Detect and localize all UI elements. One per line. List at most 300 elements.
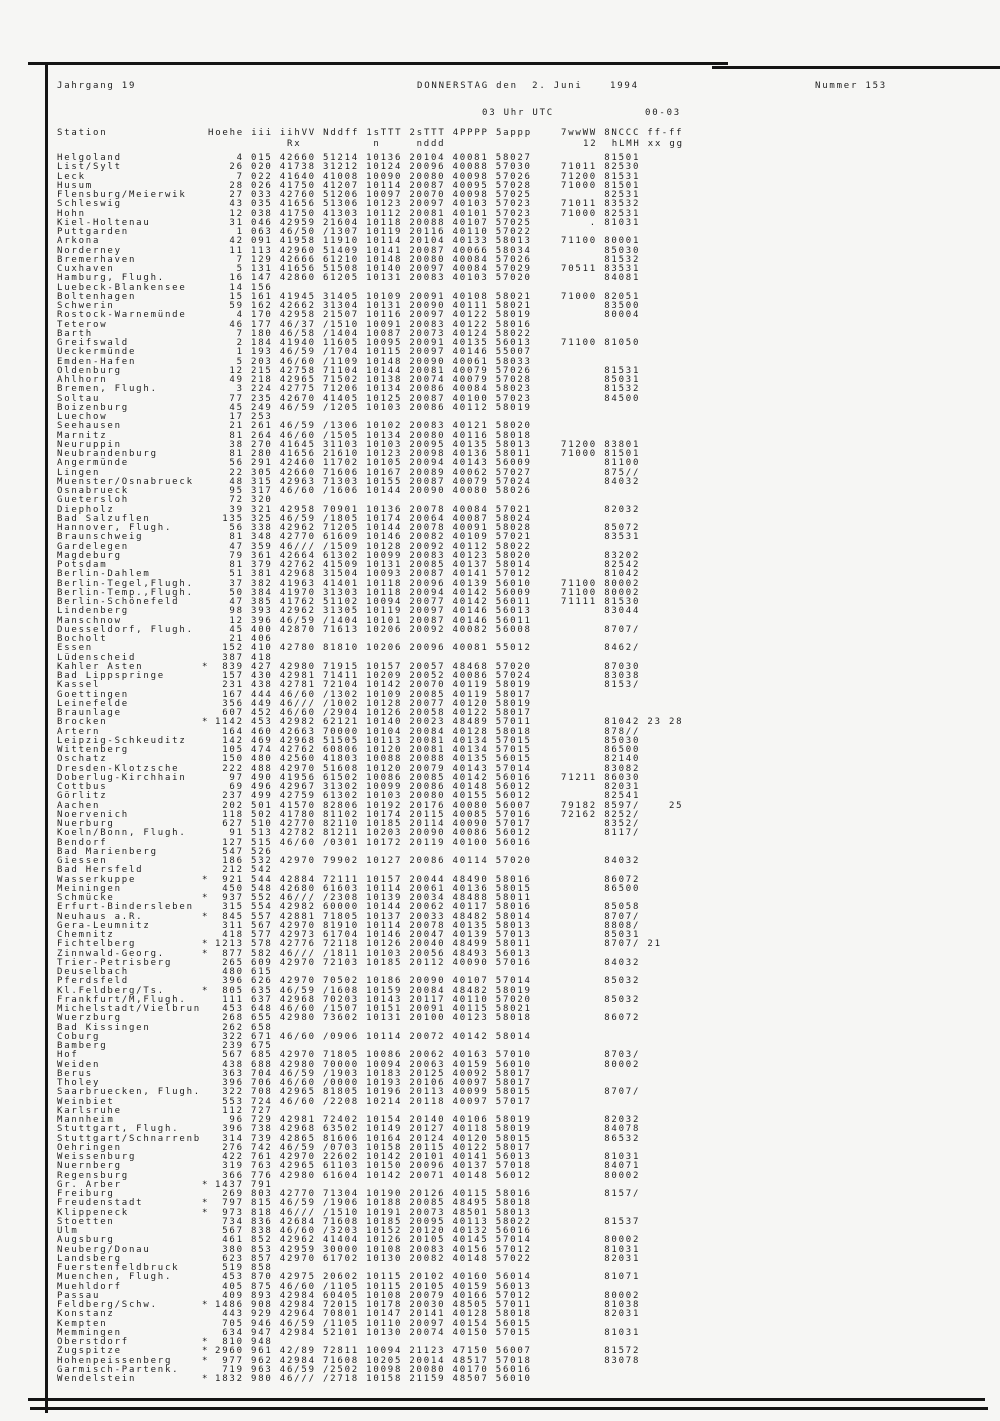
synop-main-groups: 567 838 46/60 /3203 10152 20120 40132 56016 — [215, 1226, 532, 1236]
station-name: Boizenburg — [57, 402, 129, 413]
station-name: Trier-Petrisberg — [57, 957, 173, 968]
synop-extra-groups: 83082 — [561, 763, 641, 774]
synop-main-groups: 1 193 46/59 /1704 10115 20097 40146 55007 — [215, 347, 532, 358]
synop-extra-groups: 86500 — [561, 745, 641, 755]
synop-main-groups: 81 348 42770 61609 10146 20082 40109 57021 — [215, 532, 532, 543]
synop-main-groups: 314 739 42865 81606 10164 20124 40120 58015 — [215, 1133, 532, 1144]
synop-extra-groups: 82531 — [561, 190, 641, 200]
mountain-station-marker: * — [202, 874, 210, 885]
synop-extra-groups: 71200 83801 — [561, 439, 641, 450]
synop-extra-groups: 86072 — [561, 1013, 641, 1024]
synop-extra-groups: 85032 — [561, 976, 641, 987]
synop-main-groups: 50 384 41970 31303 10118 20094 40142 56009 — [215, 587, 532, 598]
station-name: Luebeck-Blankensee — [57, 282, 187, 293]
synop-extra-groups: 82031 — [561, 1253, 641, 1264]
station-name: Lüdenscheid — [57, 652, 137, 663]
synop-extra-groups: 8707/ — [561, 1087, 641, 1098]
synop-main-groups: 15 161 41945 31405 10109 20091 40108 58021 — [215, 291, 532, 302]
station-name: Freudenstadt — [57, 1198, 144, 1209]
station-name: Greifswald — [57, 338, 129, 348]
synop-extra-groups: 80002 — [561, 1290, 641, 1301]
synop-main-groups: 51 381 42968 31504 10093 20087 40141 57012 — [215, 569, 532, 580]
station-name: Kl.Feldberg/Ts. — [57, 985, 165, 996]
station-name: Angermünde — [57, 458, 129, 469]
synop-extra-groups: 81100 — [561, 458, 641, 469]
station-name: Nuernberg — [57, 1161, 122, 1172]
synop-extra-groups: 71000 82051 — [561, 291, 641, 302]
station-name: Berlin-Tegel,Flugh. — [57, 578, 194, 589]
synop-extra-groups: 84071 — [561, 1161, 641, 1172]
mountain-station-marker: * — [202, 1355, 210, 1366]
top-rule-left — [28, 62, 728, 65]
synop-main-groups: 5 203 46/60 /1109 10148 20090 40061 58033 — [215, 356, 532, 367]
synop-main-groups: 4 170 42958 21507 10116 20097 40122 58019 — [215, 310, 532, 321]
synop-main-groups: 607 452 46/60 /2904 10126 20058 40122 58017 — [215, 708, 532, 718]
synop-main-groups: 37 382 41963 41401 10118 20096 40139 56010 — [215, 578, 532, 589]
synop-extra-groups: 71011 83532 — [561, 199, 641, 210]
station-name: Neuberg/Donau — [57, 1244, 151, 1255]
mountain-station-marker: * — [202, 1179, 210, 1190]
synop-main-groups: 276 742 46/59 /0703 10158 20115 40122 58017 — [215, 1142, 532, 1153]
synop-extra-groups: 878// — [561, 726, 641, 737]
synop-extra-groups: 85031 — [561, 375, 641, 385]
synop-main-groups: 2 184 41940 11605 10095 20091 40135 56013 — [215, 338, 532, 348]
synop-main-groups: 627 510 42770 82110 10185 20114 40090 57017 — [215, 819, 532, 829]
synop-main-groups: 46 177 46/37 /1510 10091 20083 40122 58016 — [215, 319, 532, 330]
station-name: Arkona — [57, 236, 101, 247]
station-name: Wasserkuppe — [57, 874, 137, 885]
station-name: Wittenberg — [57, 745, 129, 755]
station-name: Guetersloh — [57, 495, 129, 506]
station-name: Kempten — [57, 1318, 108, 1329]
station-name: Bad Lippspringe — [57, 671, 165, 681]
synop-main-groups: 49 218 42965 71502 10138 20074 40079 57028 — [215, 375, 532, 385]
synop-main-groups: 1437 791 — [215, 1179, 273, 1190]
station-name: Ulm — [57, 1226, 79, 1236]
station-name: Meiningen — [57, 883, 122, 894]
synop-main-groups: 719 963 46/59 /2502 10098 20080 40170 56016 — [215, 1364, 532, 1375]
synop-main-groups: 118 502 41780 81102 10174 20115 40085 57016 — [215, 809, 532, 820]
synop-extra-groups: 79182 8597/ 25 — [561, 800, 684, 811]
synop-extra-groups: 80002 — [561, 1235, 641, 1246]
synop-extra-groups: 83038 — [561, 671, 641, 681]
synop-main-groups: 322 671 46/60 /0906 10114 20072 40142 58014 — [215, 1031, 532, 1042]
station-name: Freiburg — [57, 1189, 115, 1199]
synop-main-groups: 28 026 41750 41207 10114 20087 40095 57028 — [215, 180, 532, 191]
station-name: Hamburg, Flugh. — [57, 273, 165, 284]
synop-main-groups: 1213 578 42776 72118 10126 20040 48499 58011 — [215, 939, 532, 950]
station-name: Helgoland — [57, 153, 122, 163]
station-name: Oehringen — [57, 1142, 122, 1153]
synop-main-groups: 387 418 — [215, 652, 273, 663]
station-name: Magdeburg — [57, 550, 122, 561]
synop-extra-groups: 81042 23 28 — [561, 717, 684, 728]
synop-main-groups: 2960 961 42/89 72811 10094 21123 47150 56007 — [215, 1346, 532, 1357]
synop-main-groups: 265 609 42970 72103 10185 20112 40090 57016 — [215, 957, 532, 968]
station-name: Aachen — [57, 800, 101, 811]
synop-extra-groups: 84032 — [561, 856, 641, 866]
synop-main-groups: 380 853 42959 30000 10108 20083 40156 57012 — [215, 1244, 532, 1255]
synop-main-groups: 634 947 42984 52101 10130 20074 40150 57015 — [215, 1327, 532, 1338]
station-name: Leinefelde — [57, 698, 129, 709]
synop-main-groups: 5 131 41656 51508 10140 20097 40084 57029 — [215, 264, 532, 274]
station-name: Hohn — [57, 208, 86, 219]
synop-extra-groups: 81071 — [561, 1272, 641, 1283]
synop-extra-groups: 71000 82531 — [561, 208, 641, 219]
synop-main-groups: 95 317 46/60 /1606 10144 20090 40080 58026 — [215, 486, 532, 496]
masthead-year: 1994 — [610, 81, 639, 91]
synop-main-groups: 396 626 42970 70502 10186 20090 40107 57014 — [215, 976, 532, 987]
station-name: Leck — [57, 171, 86, 182]
synop-main-groups: 39 321 42958 70901 10136 20078 40084 57021 — [215, 504, 532, 515]
synop-extra-groups: 82541 — [561, 791, 641, 802]
synop-main-groups: 150 480 42560 41803 10088 20088 40135 56015 — [215, 754, 532, 765]
station-name: Augsburg — [57, 1235, 115, 1246]
synop-main-groups: 157 430 42981 71411 10209 20052 40086 57024 — [215, 671, 532, 681]
mountain-station-marker: * — [202, 1374, 210, 1384]
synop-extra-groups: 85031 — [561, 930, 641, 940]
synop-extra-groups: 71100 80001 — [561, 236, 641, 247]
synop-main-groups: 977 962 42984 71608 10205 20014 48517 57018 — [215, 1355, 532, 1366]
synop-main-groups: 91 513 42782 81211 10203 20090 40086 56012 — [215, 828, 532, 839]
synop-extra-groups: 84078 — [561, 1124, 641, 1135]
mountain-station-marker: * — [202, 1207, 210, 1218]
synop-main-groups: 111 637 42968 70203 10143 20117 40110 57020 — [215, 994, 532, 1005]
station-name: Leipzig-Schkeuditz — [57, 735, 187, 746]
synop-main-groups: 59 162 42662 31304 10131 20090 40111 58021 — [215, 301, 532, 311]
station-name: Muenster/Osnabrueck — [57, 476, 194, 487]
station-name: Teterow — [57, 319, 108, 330]
synop-main-groups: 553 724 46/60 /2208 10214 20118 40097 57017 — [215, 1096, 532, 1107]
synop-main-groups: 805 635 46/59 /1608 10159 20084 48482 58019 — [215, 985, 532, 996]
synop-extra-groups: 84081 — [561, 273, 641, 284]
station-name: Kiel-Holtenau — [57, 217, 151, 228]
synop-main-groups: 237 499 42759 61302 10103 20080 40155 56012 — [215, 791, 532, 802]
synop-main-groups: 81 264 46/60 /1505 10134 20080 40116 58018 — [215, 430, 532, 441]
synop-main-groups: 81 379 42762 41509 10131 20085 40137 58014 — [215, 560, 532, 570]
station-name: Diepholz — [57, 504, 115, 515]
column-subheader-main: Rx n nddd — [287, 139, 446, 149]
synop-extra-groups: 85030 — [561, 735, 641, 746]
station-name: Berlin-Schönefeld — [57, 597, 180, 607]
station-name: Bremen, Flugh. — [57, 384, 158, 395]
station-name: Cottbus — [57, 782, 108, 792]
synop-main-groups: 16 147 42860 61205 10131 20083 40103 57020 — [215, 273, 532, 284]
synop-extra-groups: 81031 — [561, 1327, 641, 1338]
synop-extra-groups: 81038 — [561, 1300, 641, 1310]
bottom-rule-lower — [30, 1407, 988, 1410]
synop-main-groups: 268 655 42980 73602 10131 20100 40123 58018 — [215, 1013, 532, 1024]
mountain-station-marker: * — [202, 893, 210, 903]
station-name: Bremerhaven — [57, 254, 137, 265]
masthead-issue-number: Nummer 153 — [815, 81, 887, 91]
synop-extra-groups: 80004 — [561, 310, 641, 321]
synop-main-groups: 547 526 — [215, 846, 273, 857]
synop-main-groups: 47 385 41762 51102 10094 20077 40142 56011 — [215, 597, 532, 607]
station-name: Gardelegen — [57, 541, 129, 552]
station-name: Regensburg — [57, 1170, 129, 1181]
synop-main-groups: 262 658 — [215, 1022, 273, 1033]
synop-main-groups: 322 708 42965 81805 10196 20113 40099 58015 — [215, 1087, 532, 1098]
synop-extra-groups: 71100 81050 — [561, 338, 641, 348]
synop-main-groups: 366 776 42980 61604 10142 20071 40148 56012 — [215, 1170, 532, 1181]
station-name: Muehldorf — [57, 1281, 122, 1292]
synop-main-groups: 623 857 42970 61702 10130 20082 40148 57022 — [215, 1253, 532, 1264]
synop-main-groups: 461 852 42962 41404 10126 20105 40145 57014 — [215, 1235, 532, 1246]
synop-main-groups: 845 557 42881 71805 10137 20033 48482 58014 — [215, 911, 532, 922]
station-name: Ahlhorn — [57, 375, 108, 385]
station-name: Berlin-Dahlem — [57, 569, 151, 580]
synop-main-groups: 186 532 42970 79902 10127 20086 40114 57020 — [215, 856, 532, 866]
mountain-station-marker: * — [202, 911, 210, 922]
synop-main-groups: 12 215 42758 71104 10144 20081 40079 57026 — [215, 365, 532, 376]
synop-main-groups: 12 038 41750 41303 10112 20081 40101 57023 — [215, 208, 532, 219]
observation-period: 00-03 — [645, 108, 681, 118]
synop-main-groups: 937 552 46/// /2308 10139 20034 48488 58011 — [215, 893, 532, 903]
synop-main-groups: 450 548 42680 61603 10114 20061 40136 58015 — [215, 883, 532, 894]
station-name: Neuruppin — [57, 439, 122, 450]
synop-main-groups: 14 156 — [215, 282, 273, 293]
station-name: Husum — [57, 180, 93, 191]
station-name: Hof — [57, 1050, 79, 1061]
synop-main-groups: 47 359 46/// /1509 10128 20092 40112 58022 — [215, 541, 532, 552]
station-name: Bendorf — [57, 837, 108, 848]
synop-main-groups: 405 875 46/60 /1105 10115 20105 40159 56013 — [215, 1281, 532, 1292]
synop-main-groups: 409 893 42984 60405 10108 20079 40166 57012 — [215, 1290, 532, 1301]
synop-main-groups: 127 515 46/60 /0301 10172 20119 40100 56016 — [215, 837, 532, 848]
station-name: Fuerstenfeldbruck — [57, 1263, 180, 1273]
synop-extra-groups: 83078 — [561, 1355, 641, 1366]
station-name: Schleswig — [57, 199, 122, 210]
synop-extra-groups: 72162 8252/ — [561, 809, 641, 820]
station-name: Zinnwald-Georg. — [57, 948, 165, 959]
synop-extra-groups: 81532 — [561, 384, 641, 395]
synop-main-groups: 480 615 — [215, 967, 273, 977]
station-name: Görlitz — [57, 791, 108, 802]
synop-extra-groups: 8157/ — [561, 1189, 641, 1199]
synop-main-groups: 45 400 42870 71613 10206 20092 40082 56008 — [215, 624, 532, 635]
synop-main-groups: 69 496 42967 31302 10099 20086 40148 56012 — [215, 782, 532, 792]
station-name: Memmingen — [57, 1327, 122, 1338]
synop-extra-groups: 81042 — [561, 569, 641, 580]
station-name: Berus — [57, 1068, 93, 1079]
synop-main-groups: 1142 453 42982 62121 10140 20023 48489 57011 — [215, 717, 532, 728]
station-name: Noervenich — [57, 809, 129, 820]
station-name: Boltenhagen — [57, 291, 137, 302]
synop-main-groups: 519 858 — [215, 1263, 273, 1273]
station-name: Oberstdorf — [57, 1337, 129, 1347]
mountain-station-marker: * — [202, 985, 210, 996]
synop-main-groups: 38 270 41645 31103 10103 20095 40135 58013 — [215, 439, 532, 450]
masthead-date: DONNERSTAG den 2. Juni — [417, 81, 583, 91]
synop-main-groups: 396 706 46/60 /0000 10193 20106 40097 58017 — [215, 1078, 532, 1088]
mountain-station-marker: * — [202, 717, 210, 728]
station-name: Frankfurt/M,Flugh. — [57, 994, 187, 1005]
station-name: Neuhaus a.R. — [57, 911, 144, 922]
station-name: Kassel — [57, 680, 101, 691]
synop-main-groups: 1832 980 46/// /2718 10158 21159 48507 56010 — [215, 1374, 532, 1384]
station-name: Seehausen — [57, 421, 122, 432]
synop-extra-groups: . 81031 — [561, 217, 641, 228]
mountain-station-marker: * — [202, 948, 210, 959]
synop-extra-groups: 71100 80002 — [561, 578, 641, 589]
station-name: Neubrandenburg — [57, 449, 158, 459]
synop-extra-groups: 81531 — [561, 365, 641, 376]
synop-extra-groups: 83500 — [561, 301, 641, 311]
mountain-station-marker: * — [202, 1337, 210, 1347]
synop-extra-groups: 86532 — [561, 1133, 641, 1144]
station-name: Erfurt-Bindersleben — [57, 902, 194, 913]
synop-main-groups: 363 704 46/59 /1903 10183 20125 40092 58017 — [215, 1068, 532, 1079]
station-name: Braunlage — [57, 708, 122, 718]
synop-extra-groups: 8117/ — [561, 828, 641, 839]
station-name: Stuttgart, Flugh. — [57, 1124, 180, 1135]
synop-extra-groups: 81572 — [561, 1346, 641, 1357]
station-name: Bad Salzuflen — [57, 513, 151, 524]
synop-main-groups: 222 488 42970 51608 10120 20079 40143 57014 — [215, 763, 532, 774]
station-name: Chemnitz — [57, 930, 115, 940]
synop-extra-groups: 85072 — [561, 523, 641, 533]
synop-extra-groups: 8153/ — [561, 680, 641, 691]
mountain-station-marker: * — [202, 1346, 210, 1357]
column-header-right-groups: 7wwWW 8NCCC ff-ff — [561, 128, 684, 138]
synop-extra-groups: 71000 81501 — [561, 180, 641, 191]
station-name: Wendelstein — [57, 1374, 137, 1384]
station-name: Mannheim — [57, 1115, 115, 1125]
synop-extra-groups: 85032 — [561, 994, 641, 1005]
synop-extra-groups: 8462/ — [561, 643, 641, 654]
station-name: Tholey — [57, 1078, 101, 1088]
synop-main-groups: 164 460 42663 70000 10104 20084 40128 58018 — [215, 726, 532, 737]
synop-extra-groups: 71111 81530 — [561, 597, 641, 607]
synop-main-groups: 77 235 42670 41405 10125 20087 40100 57023 — [215, 393, 532, 404]
station-name: List/Sylt — [57, 162, 122, 173]
synop-main-groups: 45 249 46/59 /1205 10103 20086 40112 58019 — [215, 402, 532, 413]
station-name: Braunschweig — [57, 532, 144, 543]
synop-extra-groups: 83531 — [561, 532, 641, 543]
station-name: Goettingen — [57, 689, 129, 700]
synop-main-groups: 1 063 46/50 /1307 10119 20116 40110 57022 — [215, 227, 532, 237]
station-name: Deuselbach — [57, 967, 129, 977]
synop-extra-groups: 8703/ — [561, 1050, 641, 1061]
synop-main-groups: 453 648 46/60 /1507 10151 20091 40115 58021 — [215, 1004, 532, 1014]
synop-extra-groups: 82032 — [561, 1115, 641, 1125]
synop-main-groups: 56 338 42962 71205 10144 20078 40091 58028 — [215, 523, 532, 533]
synop-extra-groups: 82542 — [561, 560, 641, 570]
observation-time-label: 03 Uhr UTC — [482, 108, 554, 118]
synop-extra-groups: 81501 — [561, 153, 641, 163]
synop-main-groups: 42 091 41958 11910 10114 20104 40133 58013 — [215, 236, 532, 247]
mountain-station-marker: * — [202, 1300, 210, 1310]
synop-main-groups: 810 948 — [215, 1337, 273, 1347]
synop-main-groups: 142 469 42968 51505 10113 20081 40134 57015 — [215, 735, 532, 746]
station-name: Fichtelberg — [57, 939, 137, 950]
station-name: Norderney — [57, 245, 122, 256]
station-name: Konstanz — [57, 1309, 115, 1320]
station-name: Artern — [57, 726, 101, 737]
station-name: Muenchen, Flugh. — [57, 1272, 173, 1283]
station-name: Bad Kissingen — [57, 1022, 151, 1033]
synop-extra-groups: 81031 — [561, 1244, 641, 1255]
station-name: Puttgarden — [57, 227, 129, 237]
station-name: Nuerburg — [57, 819, 115, 829]
synop-main-groups: 7 129 42666 61210 10148 20080 40084 57026 — [215, 254, 532, 265]
synop-extra-groups: 875// — [561, 467, 641, 478]
station-name: Landsberg — [57, 1253, 122, 1264]
synop-main-groups: 443 929 42964 70801 10147 20141 40128 58018 — [215, 1309, 532, 1320]
synop-main-groups: 7 180 46/58 /1404 10087 20073 40124 58022 — [215, 328, 532, 339]
synop-main-groups: 26 020 41738 31212 10124 20096 40088 57030 — [215, 162, 532, 173]
synop-main-groups: 239 675 — [215, 1041, 273, 1051]
station-name: Marnitz — [57, 430, 108, 441]
synop-main-groups: 212 542 — [215, 865, 273, 876]
synop-main-groups: 438 688 42980 70000 10094 20063 40159 56010 — [215, 1059, 532, 1070]
station-name: Zugspitze — [57, 1346, 122, 1357]
synop-main-groups: 422 761 42970 22602 10142 20101 40141 56013 — [215, 1152, 532, 1162]
station-name: Passau — [57, 1290, 101, 1301]
station-name: Duesseldorf, Flugh. — [57, 624, 194, 635]
left-rule — [45, 62, 48, 1413]
station-name: Cuxhaven — [57, 264, 115, 274]
synop-extra-groups: 71100 80002 — [561, 587, 641, 598]
synop-extra-groups: 71011 82530 — [561, 162, 641, 173]
synop-main-groups: 112 727 — [215, 1105, 273, 1116]
station-name: Giessen — [57, 856, 108, 866]
station-name: Brocken — [57, 717, 108, 728]
synop-main-groups: 877 582 46/// /1811 10103 20056 48493 56013 — [215, 948, 532, 959]
synop-extra-groups: 84032 — [561, 957, 641, 968]
synop-extra-groups: 8707/ — [561, 624, 641, 635]
synop-main-groups: 269 803 42770 71304 10190 20126 40115 58016 — [215, 1189, 532, 1199]
synop-extra-groups: 81532 — [561, 254, 641, 265]
station-name: Doberlug-Kirchhain — [57, 772, 187, 783]
top-rule-right — [712, 66, 1000, 69]
station-name: Pferdsfeld — [57, 976, 129, 987]
station-name: Manschnow — [57, 615, 122, 626]
synop-extra-groups: 8352/ — [561, 819, 641, 829]
station-name: Stoetten — [57, 1216, 115, 1227]
synop-main-groups: 797 815 46/59 /1906 10188 20085 48495 58018 — [215, 1198, 532, 1209]
station-name: Wuerzburg — [57, 1013, 122, 1024]
synop-extra-groups: 80002 — [561, 1059, 641, 1070]
station-name: Bocholt — [57, 634, 108, 644]
synop-main-groups: 48 315 42963 71303 10155 20087 40079 57024 — [215, 476, 532, 487]
station-name: Gera-Leumnitz — [57, 920, 151, 931]
synop-main-groups: 12 396 46/59 /1404 10101 20087 40146 56011 — [215, 615, 532, 626]
station-name: Bad Hersfeld — [57, 865, 144, 876]
station-name: Coburg — [57, 1031, 101, 1042]
station-name: Hannover, Flugh. — [57, 523, 173, 533]
synop-extra-groups: 85058 — [561, 902, 641, 913]
synop-main-groups: 319 763 42965 61103 10150 20096 40137 57018 — [215, 1161, 532, 1172]
synop-main-groups: 98 393 42962 31305 10119 20097 40146 56013 — [215, 606, 532, 617]
station-name: Lingen — [57, 467, 101, 478]
synop-extra-groups: 8707/ 21 — [561, 939, 662, 950]
synop-extra-groups: 81031 — [561, 1152, 641, 1162]
synop-main-groups: 7 022 41640 41008 10090 20080 40098 57026 — [215, 171, 532, 182]
synop-main-groups: 921 544 42884 72111 10157 20044 48490 58016 — [215, 874, 532, 885]
synop-main-groups: 311 567 42970 81910 10114 20078 40135 58013 — [215, 920, 532, 931]
synop-main-groups: 43 035 41656 51306 10123 20097 40103 57023 — [215, 199, 532, 210]
synop-main-groups: 56 291 42460 11702 10105 20094 40143 56009 — [215, 458, 532, 469]
mountain-station-marker: * — [202, 661, 210, 672]
station-name: Berlin-Temp.,Flugh. — [57, 587, 194, 598]
station-name: Essen — [57, 643, 93, 654]
synop-main-groups: 96 729 42981 72402 10154 20140 40106 58019 — [215, 1115, 532, 1125]
synop-main-groups: 17 253 — [215, 412, 273, 422]
synop-extra-groups: 8808/ — [561, 920, 641, 931]
station-name: Schwerin — [57, 301, 115, 311]
